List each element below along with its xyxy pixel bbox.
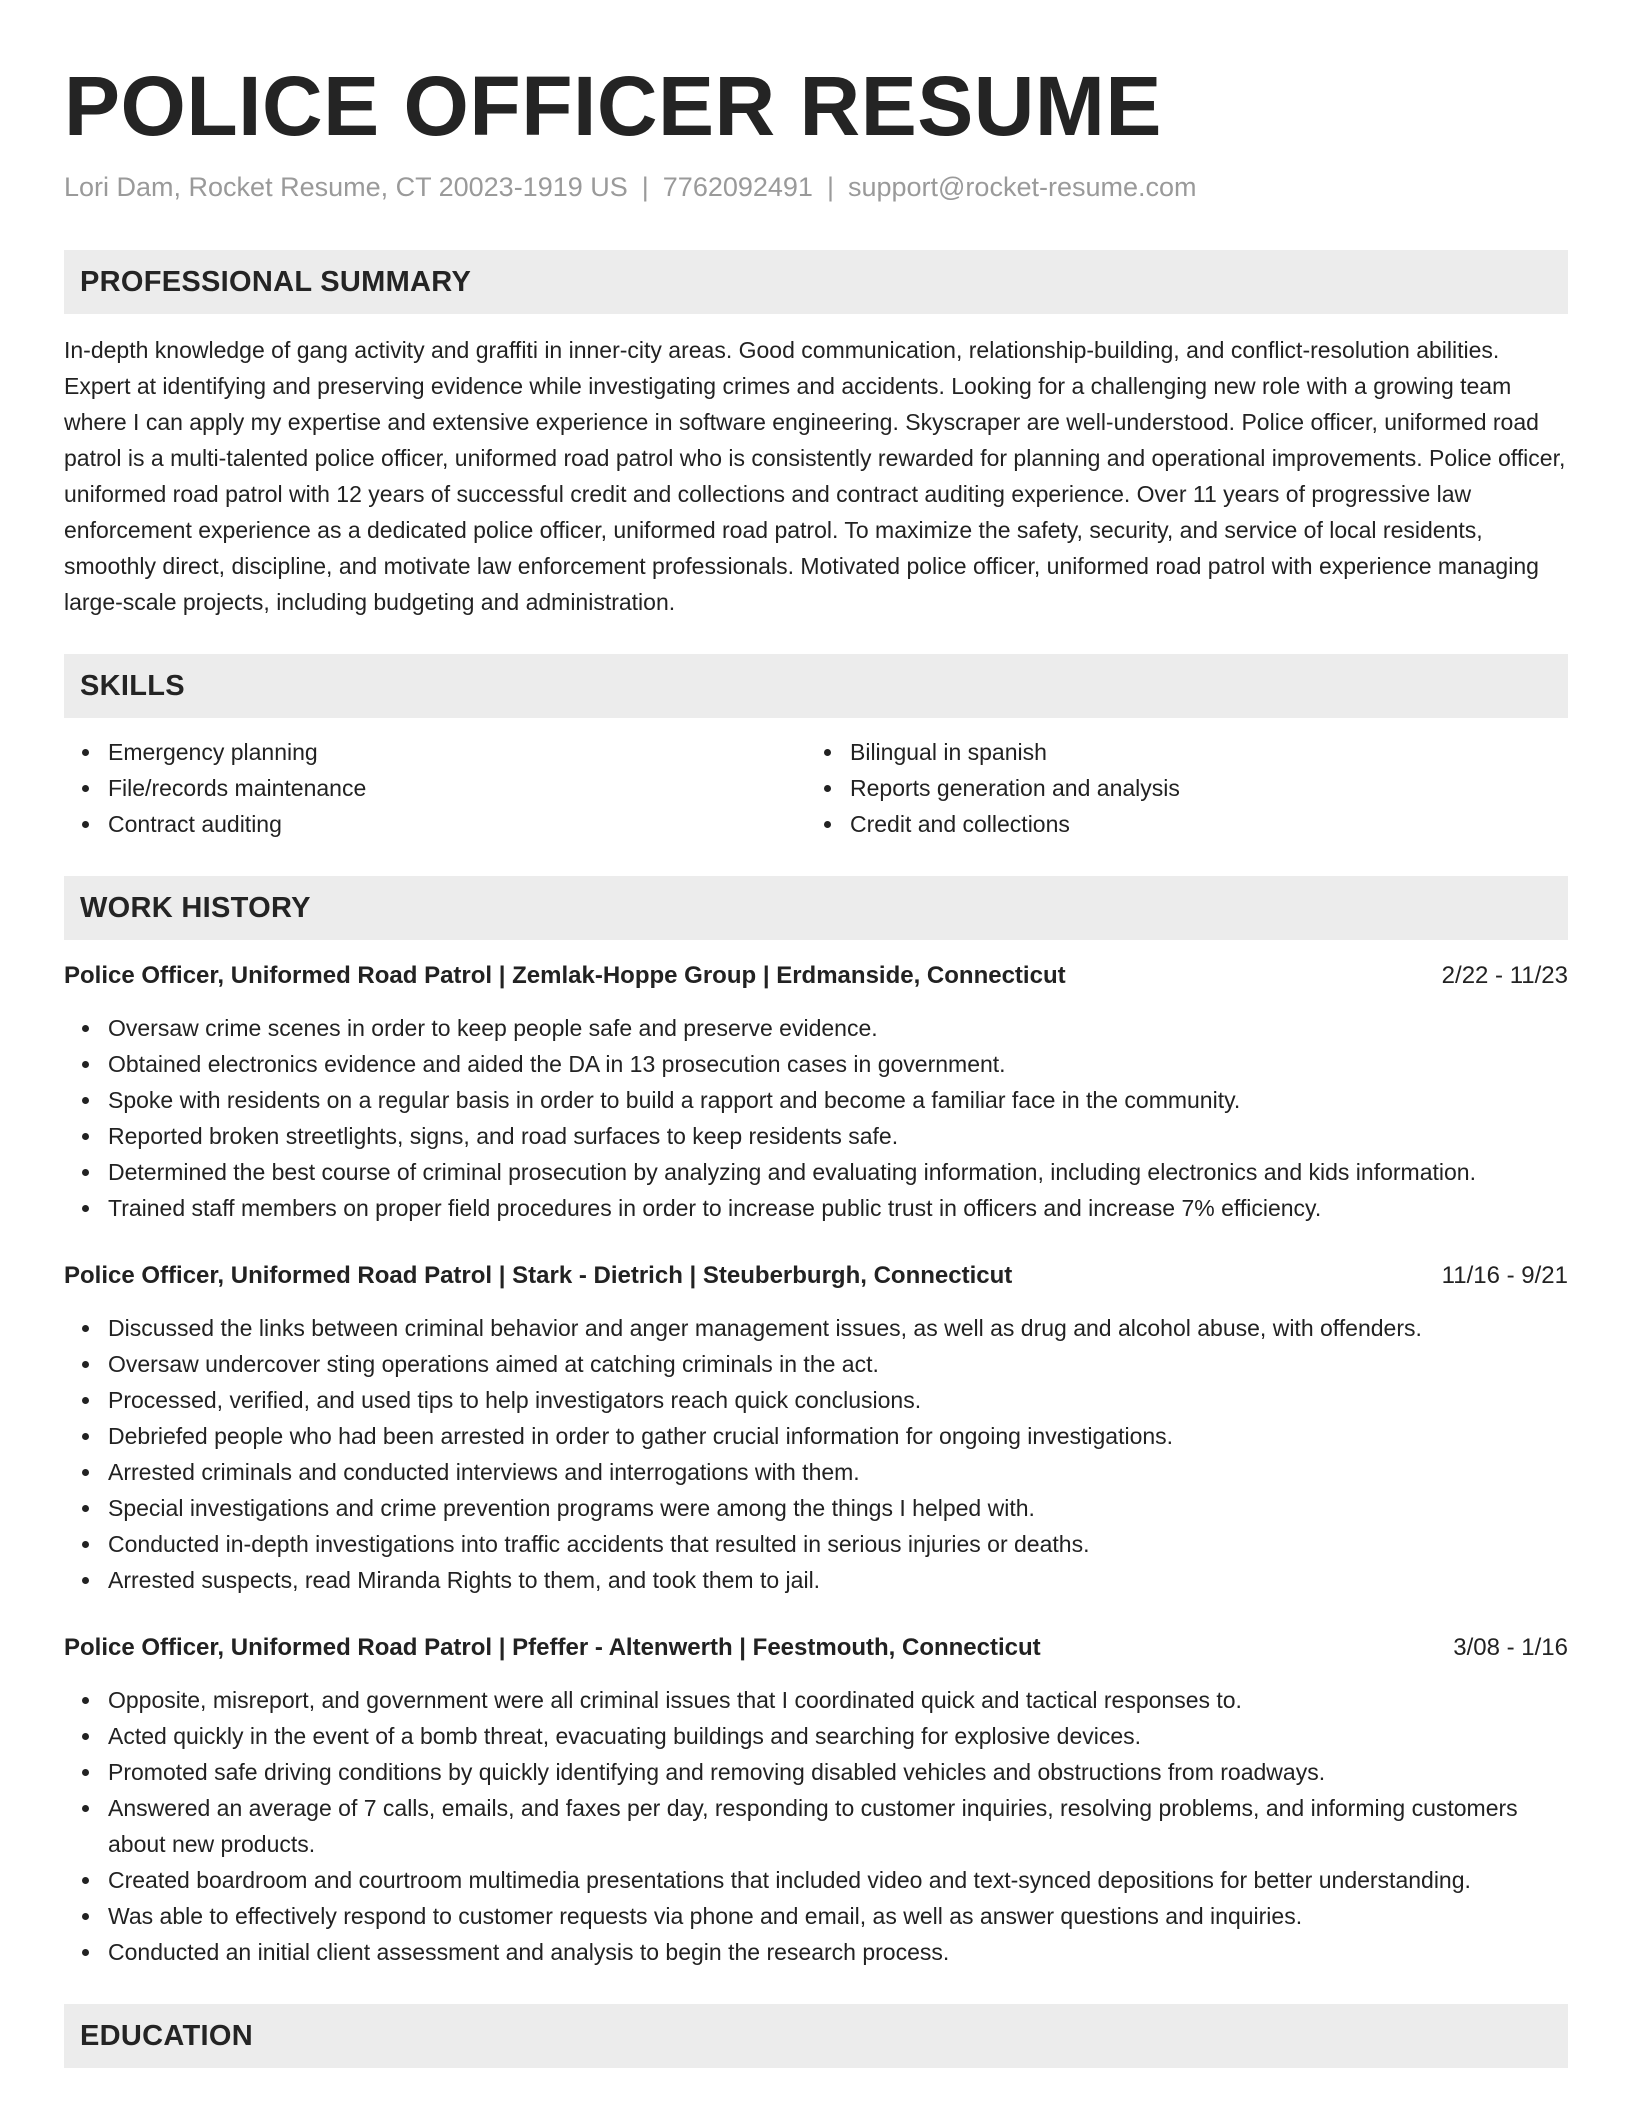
- skill-item: Bilingual in spanish: [850, 734, 1548, 770]
- job-bullet: Debriefed people who had been arrested in order to gather crucial information for ongoing investigations.: [108, 1418, 1568, 1454]
- job-bullet: Was able to effectively respond to customer requests via phone and email, as well as answer questions and inquiries.: [108, 1898, 1568, 1934]
- summary-heading: PROFESSIONAL SUMMARY: [80, 265, 472, 298]
- work-section-header: [64, 876, 1568, 940]
- skills-heading: SKILLS: [80, 669, 185, 702]
- skill-item: Emergency planning: [108, 734, 806, 770]
- job-bullet: Promoted safe driving conditions by quickly identifying and removing disabled vehicles and obstructions from roadways.: [108, 1754, 1568, 1790]
- job-bullet: Oversaw undercover sting operations aimed at catching criminals in the act.: [108, 1346, 1568, 1382]
- job-bullet: Arrested criminals and conducted interviews and interrogations with them.: [108, 1454, 1568, 1490]
- job-bullets: [64, 1682, 1568, 1970]
- job-bullet: Reported broken streetlights, signs, and road surfaces to keep residents safe.: [108, 1118, 1568, 1154]
- skill-item: Credit and collections: [850, 806, 1548, 842]
- job-bullet: Opposite, misreport, and government were all criminal issues that I coordinated quick and tactical responses to.: [108, 1682, 1568, 1718]
- contact-separator: |: [826, 172, 834, 202]
- job-bullet: Arrested suspects, read Miranda Rights to them, and took them to jail.: [108, 1562, 1568, 1598]
- job-bullet: Created boardroom and courtroom multimedia presentations that included video and text-synced depositions for better understanding.: [108, 1862, 1568, 1898]
- education-section-header: [64, 2004, 1568, 2068]
- job-bullet: Discussed the links between criminal behavior and anger management issues, as well as drug and alcohol abuse, with offenders.: [108, 1310, 1568, 1346]
- work-heading: WORK HISTORY: [80, 891, 311, 924]
- job-bullet: Conducted an initial client assessment and analysis to begin the research process.: [108, 1934, 1568, 1970]
- contact-separator: |: [641, 172, 649, 202]
- job-title: Police Officer, Uniformed Road Patrol | Pfeffer - Altenwerth | Feestmouth, Connecticut: [64, 1634, 1041, 1661]
- job-entry: [64, 1258, 1568, 1598]
- contact-phone: 7762092491: [662, 172, 813, 202]
- job-bullet: Spoke with residents on a regular basis in order to build a rapport and become a familiar face in the community.: [108, 1082, 1568, 1118]
- job-bullets: [64, 1010, 1568, 1226]
- job-bullets: [64, 1310, 1568, 1598]
- job-dates: 11/16 - 9/21: [1441, 1262, 1568, 1289]
- job-bullet: Oversaw crime scenes in order to keep people safe and preserve evidence.: [108, 1010, 1568, 1046]
- summary-section-header: [64, 250, 1568, 314]
- summary-text: In-depth knowledge of gang activity and graffiti in inner-city areas. Good communication, relationship-building, and conflict-resolution abilities. Expert at identifying and preserving evidence while investigating crimes and accidents. Looking for a challenging new role with a growing team where I can apply my expertise and extensive experience in software engineering. Skyscraper are well-understood. Police officer, uniformed road patrol is a multi-talented police officer, uniformed road patrol who is consistently rewarded for planning and operational improvements. Police officer, uniformed road patrol with 12 years of successful credit and collections and contract auditing experience. Over 11 years of progressive law enforcement experience as a dedicated police officer, uniformed road patrol. To maximize the safety, security, and service of local residents, smoothly direct, discipline, and motivate law enforcement professionals. Motivated police officer, uniformed road patrol with experience managing large-scale projects, including budgeting and administration.: [64, 337, 1566, 615]
- resume-page: [64, 0, 1568, 2068]
- job-bullet: Trained staff members on proper field procedures in order to increase public trust in officers and increase 7% efficiency.: [108, 1190, 1568, 1226]
- skill-item: File/records maintenance: [108, 770, 806, 806]
- job-bullet: Answered an average of 7 calls, emails, and faxes per day, responding to customer inquiries, resolving problems, and informing customers about new products.: [108, 1790, 1568, 1862]
- contact-line: [64, 170, 1568, 204]
- job-header: [64, 1630, 1568, 1666]
- job-header: [64, 958, 1568, 994]
- job-title: Police Officer, Uniformed Road Patrol | Stark - Dietrich | Steuberburgh, Connecticut: [64, 1262, 1013, 1289]
- skill-item: Contract auditing: [108, 806, 806, 842]
- job-bullet: Obtained electronics evidence and aided the DA in 13 prosecution cases in government.: [108, 1046, 1568, 1082]
- education-heading: EDUCATION: [80, 2019, 253, 2052]
- skills-section-header: [64, 654, 1568, 718]
- job-bullet: Conducted in-depth investigations into traffic accidents that resulted in serious injuries or deaths.: [108, 1526, 1568, 1562]
- job-dates: 3/08 - 1/16: [1453, 1634, 1568, 1661]
- job-header: [64, 1258, 1568, 1294]
- skills-list: [64, 734, 1568, 842]
- contact-address: Lori Dam, Rocket Resume, CT 20023-1919 US: [64, 172, 628, 202]
- job-bullet: Acted quickly in the event of a bomb threat, evacuating buildings and searching for explosive devices.: [108, 1718, 1568, 1754]
- resume-title: POLICE OFFICER RESUME: [64, 59, 1162, 153]
- job-dates: 2/22 - 11/23: [1441, 962, 1568, 989]
- skills-column-left: [64, 734, 806, 842]
- contact-email: support@rocket-resume.com: [847, 172, 1197, 202]
- job-entry: [64, 1630, 1568, 1970]
- job-entry: [64, 958, 1568, 1226]
- skills-column-right: [806, 734, 1548, 842]
- job-title: Police Officer, Uniformed Road Patrol | Zemlak-Hoppe Group | Erdmanside, Connecticut: [64, 962, 1066, 989]
- job-bullet: Determined the best course of criminal prosecution by analyzing and evaluating information, including electronics and kids information.: [108, 1154, 1568, 1190]
- job-bullet: Processed, verified, and used tips to help investigators reach quick conclusions.: [108, 1382, 1568, 1418]
- skill-item: Reports generation and analysis: [850, 770, 1548, 806]
- job-bullet: Special investigations and crime prevention programs were among the things I helped with.: [108, 1490, 1568, 1526]
